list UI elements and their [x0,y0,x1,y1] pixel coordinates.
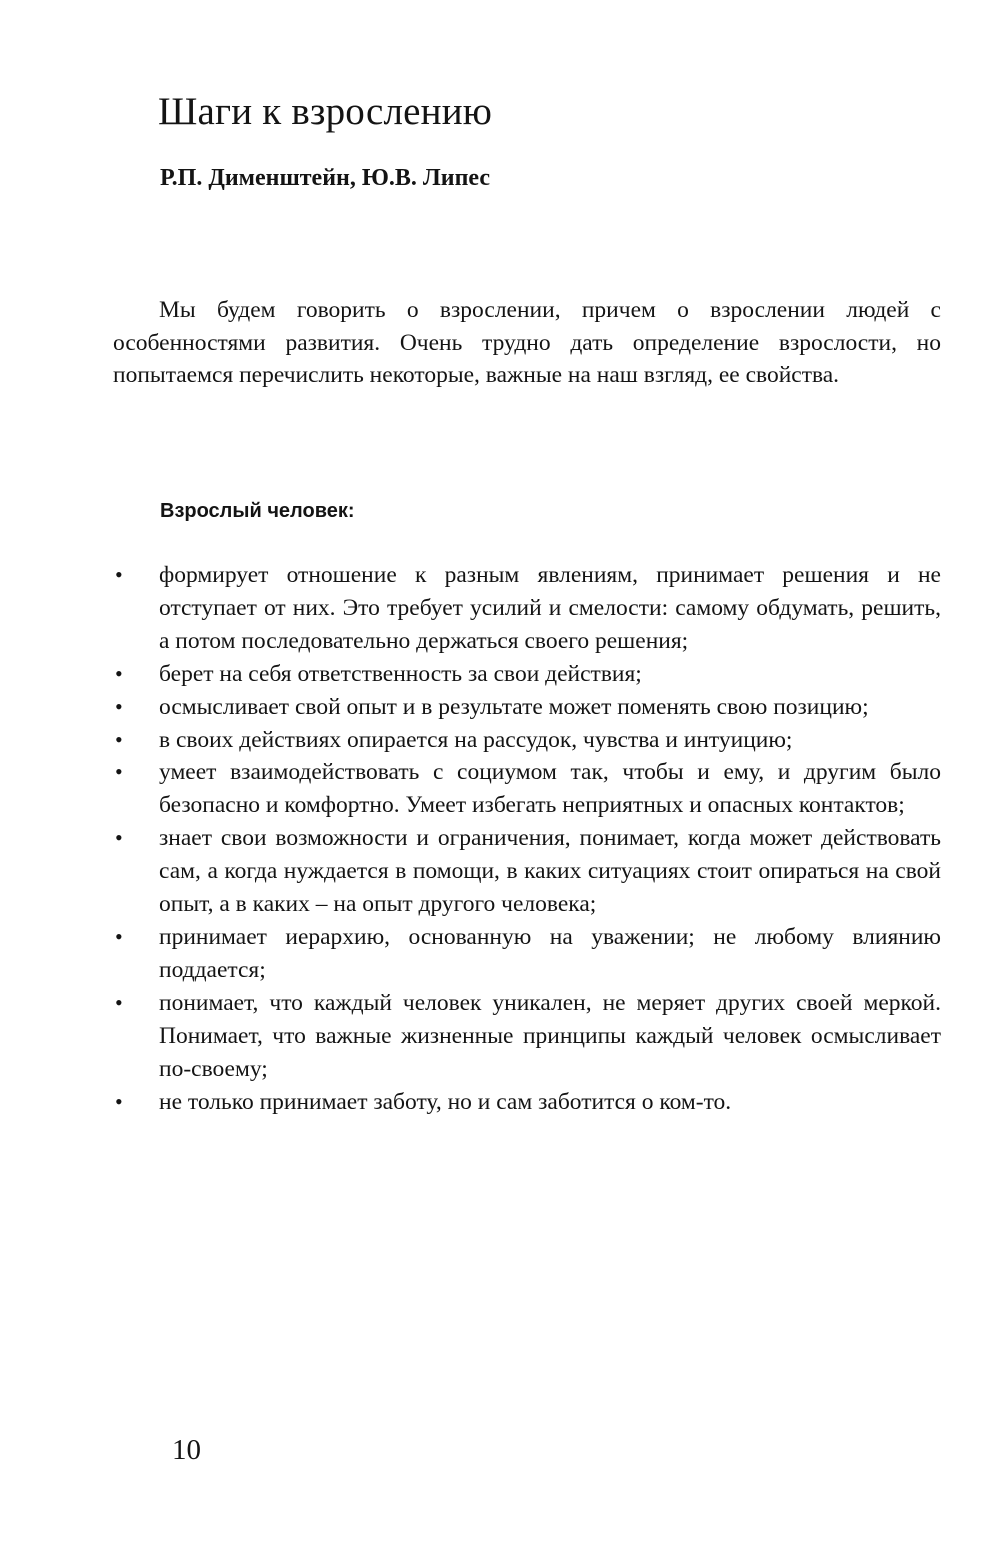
list-item [113,559,941,658]
list-item [113,756,941,822]
list-item [113,1086,941,1119]
page-number: 10 [172,1434,201,1466]
bullet-icon: • [115,759,123,785]
list-item-text: умеет взаимодействовать с социумом так, чтобы и ему, и другим было безопасно и комфортно. Умеет избегать неприятных и опасных контактов; [159,759,941,819]
subheading: Взрослый человек: [160,500,355,522]
bullet-icon: • [115,989,123,1015]
bullet-icon: • [115,562,123,587]
bullet-icon: • [115,923,123,949]
list-item [113,724,941,757]
page-title: Шаги к взрослению [158,90,493,133]
list-item [113,921,941,987]
bullet-icon: • [115,693,123,719]
list-item-text: не только принимает заботу, но и сам заботится о ком-то. [159,1088,732,1115]
intro-paragraph: Мы будем говорить о взрослении, причем о взрослении людей с особенностями развития. Очень трудно дать определение взрослости, но попытаемся перечислить некоторые, важные на наш взгляд, ее свойства. [113,297,941,388]
authors: Р.П. Дименштейн, Ю.В. Липес [160,165,491,191]
list-item [113,658,941,691]
list-item-text: берет на себя ответственность за свои действия; [159,660,642,687]
bullet-icon: • [115,825,123,851]
bullet-icon: • [115,660,123,686]
bullet-icon: • [115,1088,123,1114]
list-item-text: знает свои возможности и ограничения, понимает, когда может действовать сам, а когда нуждается в помощи, в каких ситуациях стоит опираться на свой опыт, а в каких – на опыт другого человека; [159,825,941,918]
bullet-list [113,559,941,1118]
list-item [113,987,941,1086]
list-item [113,691,941,724]
list-item [113,822,941,921]
bullet-icon: • [115,726,123,752]
list-item-text: принимает иерархию, основанную на уважении; не любому влиянию поддается; [159,923,941,983]
list-item-text: осмысливает свой опыт и в результате может поменять свою позицию; [159,693,869,720]
list-item-text: формирует отношение к разным явлениям, принимает решения и не отступает от них. Это требует усилий и смелости: самому обдумать, решить, а потом последовательно держаться своего решения; [159,562,941,654]
list-item-text: в своих действиях опирается на рассудок, чувства и интуицию; [159,726,793,753]
list-item-text: понимает, что каждый человек уникален, не меряет других своей меркой. Понимает, что важные жизненные принципы каждый человек осмысливает по-своему; [159,989,941,1082]
